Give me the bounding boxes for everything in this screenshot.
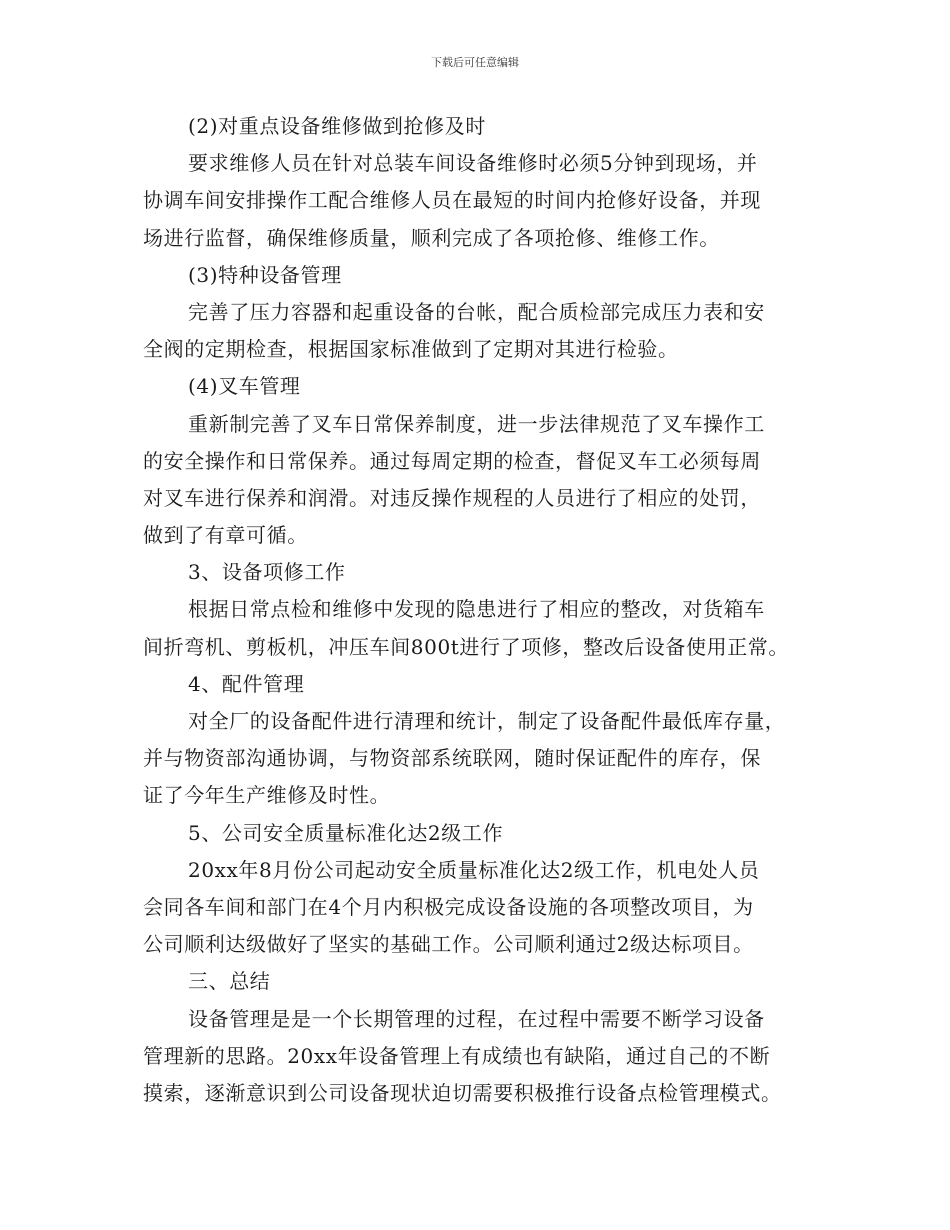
text-line: 5、公司安全质量标准化达2级工作 — [188, 820, 504, 845]
text-line: 场进行监督，确保维修质量，顺利完成了各项抢修、维修工作。 — [143, 225, 720, 250]
text-line: 证了今年生产维修及时性。 — [143, 783, 391, 808]
text-line: 要求维修人员在针对总装车间设备维修时必须5分钟到现场，并 — [188, 151, 758, 176]
text-line: 间折弯机、剪板机，冲压车间800t进行了项修，整改后设备使用正常。 — [143, 634, 790, 659]
text-line: 并与物资部沟通协调，与物资部系统联网，随时保证配件的库存，保 — [143, 746, 761, 771]
text-line: 重新制完善了叉车日常保养制度，进一步法律规范了叉车操作工 — [188, 411, 765, 436]
text-line: 3、设备项修工作 — [188, 560, 346, 585]
text-line: 的安全操作和日常保养。通过每周定期的检查，督促叉车工必须每周 — [143, 448, 761, 473]
text-line: (3)特种设备管理 — [188, 262, 342, 287]
document-body — [143, 108, 833, 1112]
text-line: 对全厂的设备配件进行清理和统计，制定了设备配件最低库存量， — [188, 709, 786, 733]
text-line: 全阀的定期检查，根据国家标准做到了定期对其进行检验。 — [143, 337, 679, 362]
text-line: 管理新的思路。20xx年设备管理上有成绩也有缺陷，通过自己的不断 — [143, 1043, 771, 1068]
text-line: 设备管理是是一个长期管理的过程，在过程中需要不断学习设备 — [188, 1006, 765, 1031]
page-header: 下载后可任意编辑 — [431, 56, 519, 69]
text-line: 20xx年8月份公司起动安全质量标准化达2级工作，机电处人员 — [188, 857, 760, 882]
text-line: (2)对重点设备维修做到抢修及时 — [188, 114, 486, 138]
text-line: 4、配件管理 — [188, 671, 305, 696]
text-line: 协调车间安排操作工配合维修人员在最短的时间内抢修好设备，并现 — [143, 188, 761, 213]
text-line: (4)叉车管理 — [188, 374, 301, 399]
text-line: 完善了压力容器和起重设备的台帐，配合质检部完成压力表和安 — [188, 299, 765, 324]
text-line: 摸索，逐渐意识到公司设备现状迫切需要积极推行设备点检管理模式。 — [143, 1080, 782, 1105]
text-line: 会同各车间和部门在4个月内积极完成设备设施的各项整改项目，为 — [143, 894, 754, 919]
text-line: 根据日常点检和维修中发现的隐患进行了相应的整改，对货箱车 — [188, 597, 765, 622]
text-line: 对叉车进行保养和润滑。对违反操作规程的人员进行了相应的处罚， — [143, 485, 761, 510]
text-line: 公司顺利达级做好了坚实的基础工作。公司顺利通过2级达标项目。 — [143, 932, 754, 957]
text-line: 三、总结 — [188, 969, 271, 994]
text-line: 做到了有章可循。 — [143, 523, 308, 548]
